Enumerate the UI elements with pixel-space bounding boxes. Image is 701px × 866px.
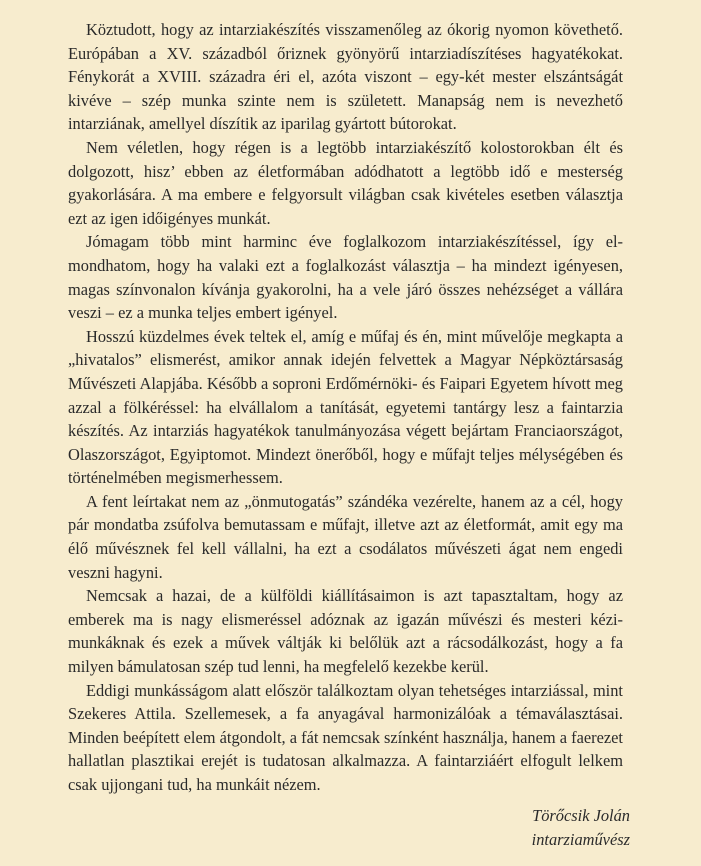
- paragraph-4: Hosszú küzdelmes évek teltek el, amíg e műfaj és én, mint művelője megkapta a „hivatalos” elismerést, amikor annak idején felvettek a Magyar Népköztársaság Művészeti Alapjába. Később a soproni Erdőmérnöki- és Faipari Egyetem hívott meg azzal a fölkéréssel: ha elvállalom a tanítását, egyetemi tantárgy lesz a faintarzia készítés. Az intarziás hagyatékok tanulmányozása végett bejártam Franciaországot, Olaszországot, Egyiptomot. Mindezt önerőből, hogy e műfajt teljes mélységében és történelmében megismerhessem.: [68, 326, 623, 488]
- author-name: Törőcsik Jolán: [532, 806, 630, 825]
- paragraph-5: A fent leírtakat nem az „önmutogatás” szándéka vezérelte, hanem az a cél, hogy pár mondatba zsúfolva bemutassam e műfajt, illetve azt az életformát, amit egy ma élő művésznek fel kell vállalni, ha ezt a csodálatos művészeti ágat nem engedi veszni hagyni.: [68, 491, 623, 582]
- paragraph-3: Jómagam több mint harminc éve foglalkozom intarziakészítéssel, így elmondhatom, hogy ha valaki ezt a foglalkozást választja – ha mindezt igényesen, magas színvonalon kívánja gyakorolni, ha a vele járó összes nehézséget a vállára veszi – ez a munka teljes embert igényel.: [68, 232, 623, 323]
- paragraph-7: Eddigi munkásságom alatt először találkoztam olyan tehetséges intarziással, mint Szekeres Attila. Szellemesek, a fa anyagával harmonizálóak a témaválasztásai. Minden beépített elem átgondolt, a fát nemcsak színként használja, hanem a faerezet hallatlan plasztikai erejét is tudatosan alkalmazza. A faintarziáért elfogult lelkem csak ujjongani tud, ha munkáit nézem.: [68, 680, 623, 794]
- paragraph-6: Nemcsak a hazai, de a külföldi kiállításaimon is azt tapasztaltam, hogy az emberek ma is nagy elismeréssel adóznak az igazán művészi és mesteri kézimunkáknak és ezek a művek váltják ki belőlük azt a rácsodálkozást, hogy a fa milyen bámulatosan szép tud lenni, ha megfelelő kezekbe kerül.: [68, 586, 623, 677]
- paragraph-1: Köztudott, hogy az intarziakészítés visszamenőleg az ókorig nyomon követhető. Európában a XV. századból őriznek gyönyörű intarziadíszítéses hagyatékokat. Fénykorát a XVIII. századra éri el, azóta viszont – egy-két mester elszántságát kivéve – szép munka szinte nem is született. Manapság nem is nevezhető intarziának, amellyel díszítik az iparilag gyártott bútorokat.: [68, 20, 623, 134]
- author-title: intarziaművész: [531, 829, 630, 849]
- article-text: [68, 18, 623, 797]
- paragraph-2: Nem véletlen, hogy régen is a legtöbb intarziakészítő kolostorokban élt és dolgozott, hisz’ ebben az életformában adódhatott a legtöbb idő e mesterség gyakorlására. A ma embere e felgyorsult világban csak kivételes esetben választja ezt az igen időigényes munkát.: [68, 137, 623, 228]
- signature: [532, 804, 630, 851]
